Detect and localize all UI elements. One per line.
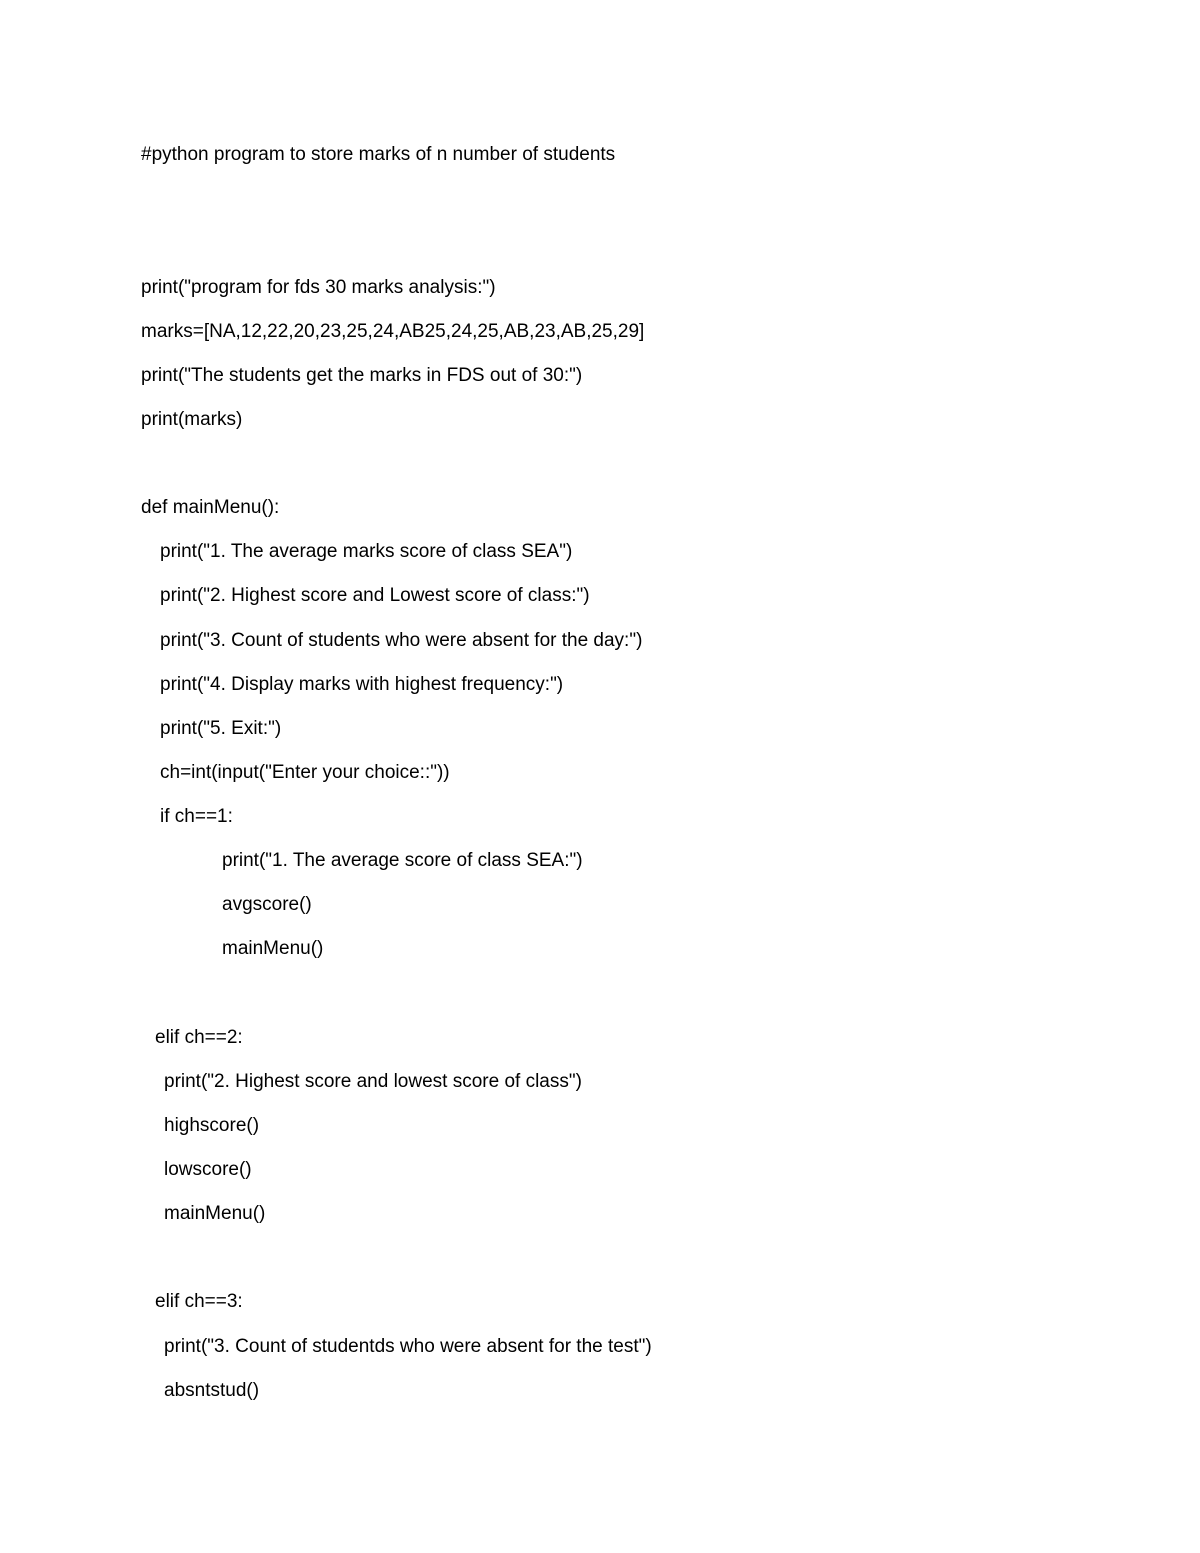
code-line: highscore() bbox=[164, 1115, 260, 1136]
code-line: elif ch==3: bbox=[155, 1291, 243, 1312]
code-line: print("3. Count of students who were absent for the day:") bbox=[160, 630, 643, 651]
code-line: lowscore() bbox=[164, 1159, 252, 1180]
code-line: def mainMenu(): bbox=[141, 497, 280, 518]
code-line: avgscore() bbox=[222, 894, 312, 915]
code-line: ch=int(input("Enter your choice::")) bbox=[160, 762, 450, 783]
code-line: mainMenu() bbox=[164, 1203, 266, 1224]
code-line: if ch==1: bbox=[160, 806, 233, 827]
code-line: print("program for fds 30 marks analysis:") bbox=[141, 277, 496, 298]
comment-line: #python program to store marks of n number of students bbox=[141, 144, 616, 165]
code-line: print("4. Display marks with highest frequency:") bbox=[160, 674, 564, 695]
code-line: print("2. Highest score and Lowest score of class:") bbox=[160, 585, 590, 606]
code-line: print("The students get the marks in FDS out of 30:") bbox=[141, 365, 583, 386]
code-line: absntstud() bbox=[164, 1380, 260, 1401]
code-line: print("1. The average marks score of class SEA") bbox=[160, 541, 573, 562]
code-line: mainMenu() bbox=[222, 938, 324, 959]
code-line: print(marks) bbox=[141, 409, 243, 430]
code-line: print("1. The average score of class SEA:") bbox=[222, 850, 583, 871]
code-line: print("3. Count of studentds who were absent for the test") bbox=[164, 1336, 652, 1357]
code-line: marks=[NA,12,22,20,23,25,24,AB25,24,25,AB,23,AB,25,29] bbox=[141, 321, 645, 342]
code-line: elif ch==2: bbox=[155, 1027, 243, 1048]
code-line: print("5. Exit:") bbox=[160, 718, 282, 739]
code-line: print("2. Highest score and lowest score of class") bbox=[164, 1071, 582, 1092]
